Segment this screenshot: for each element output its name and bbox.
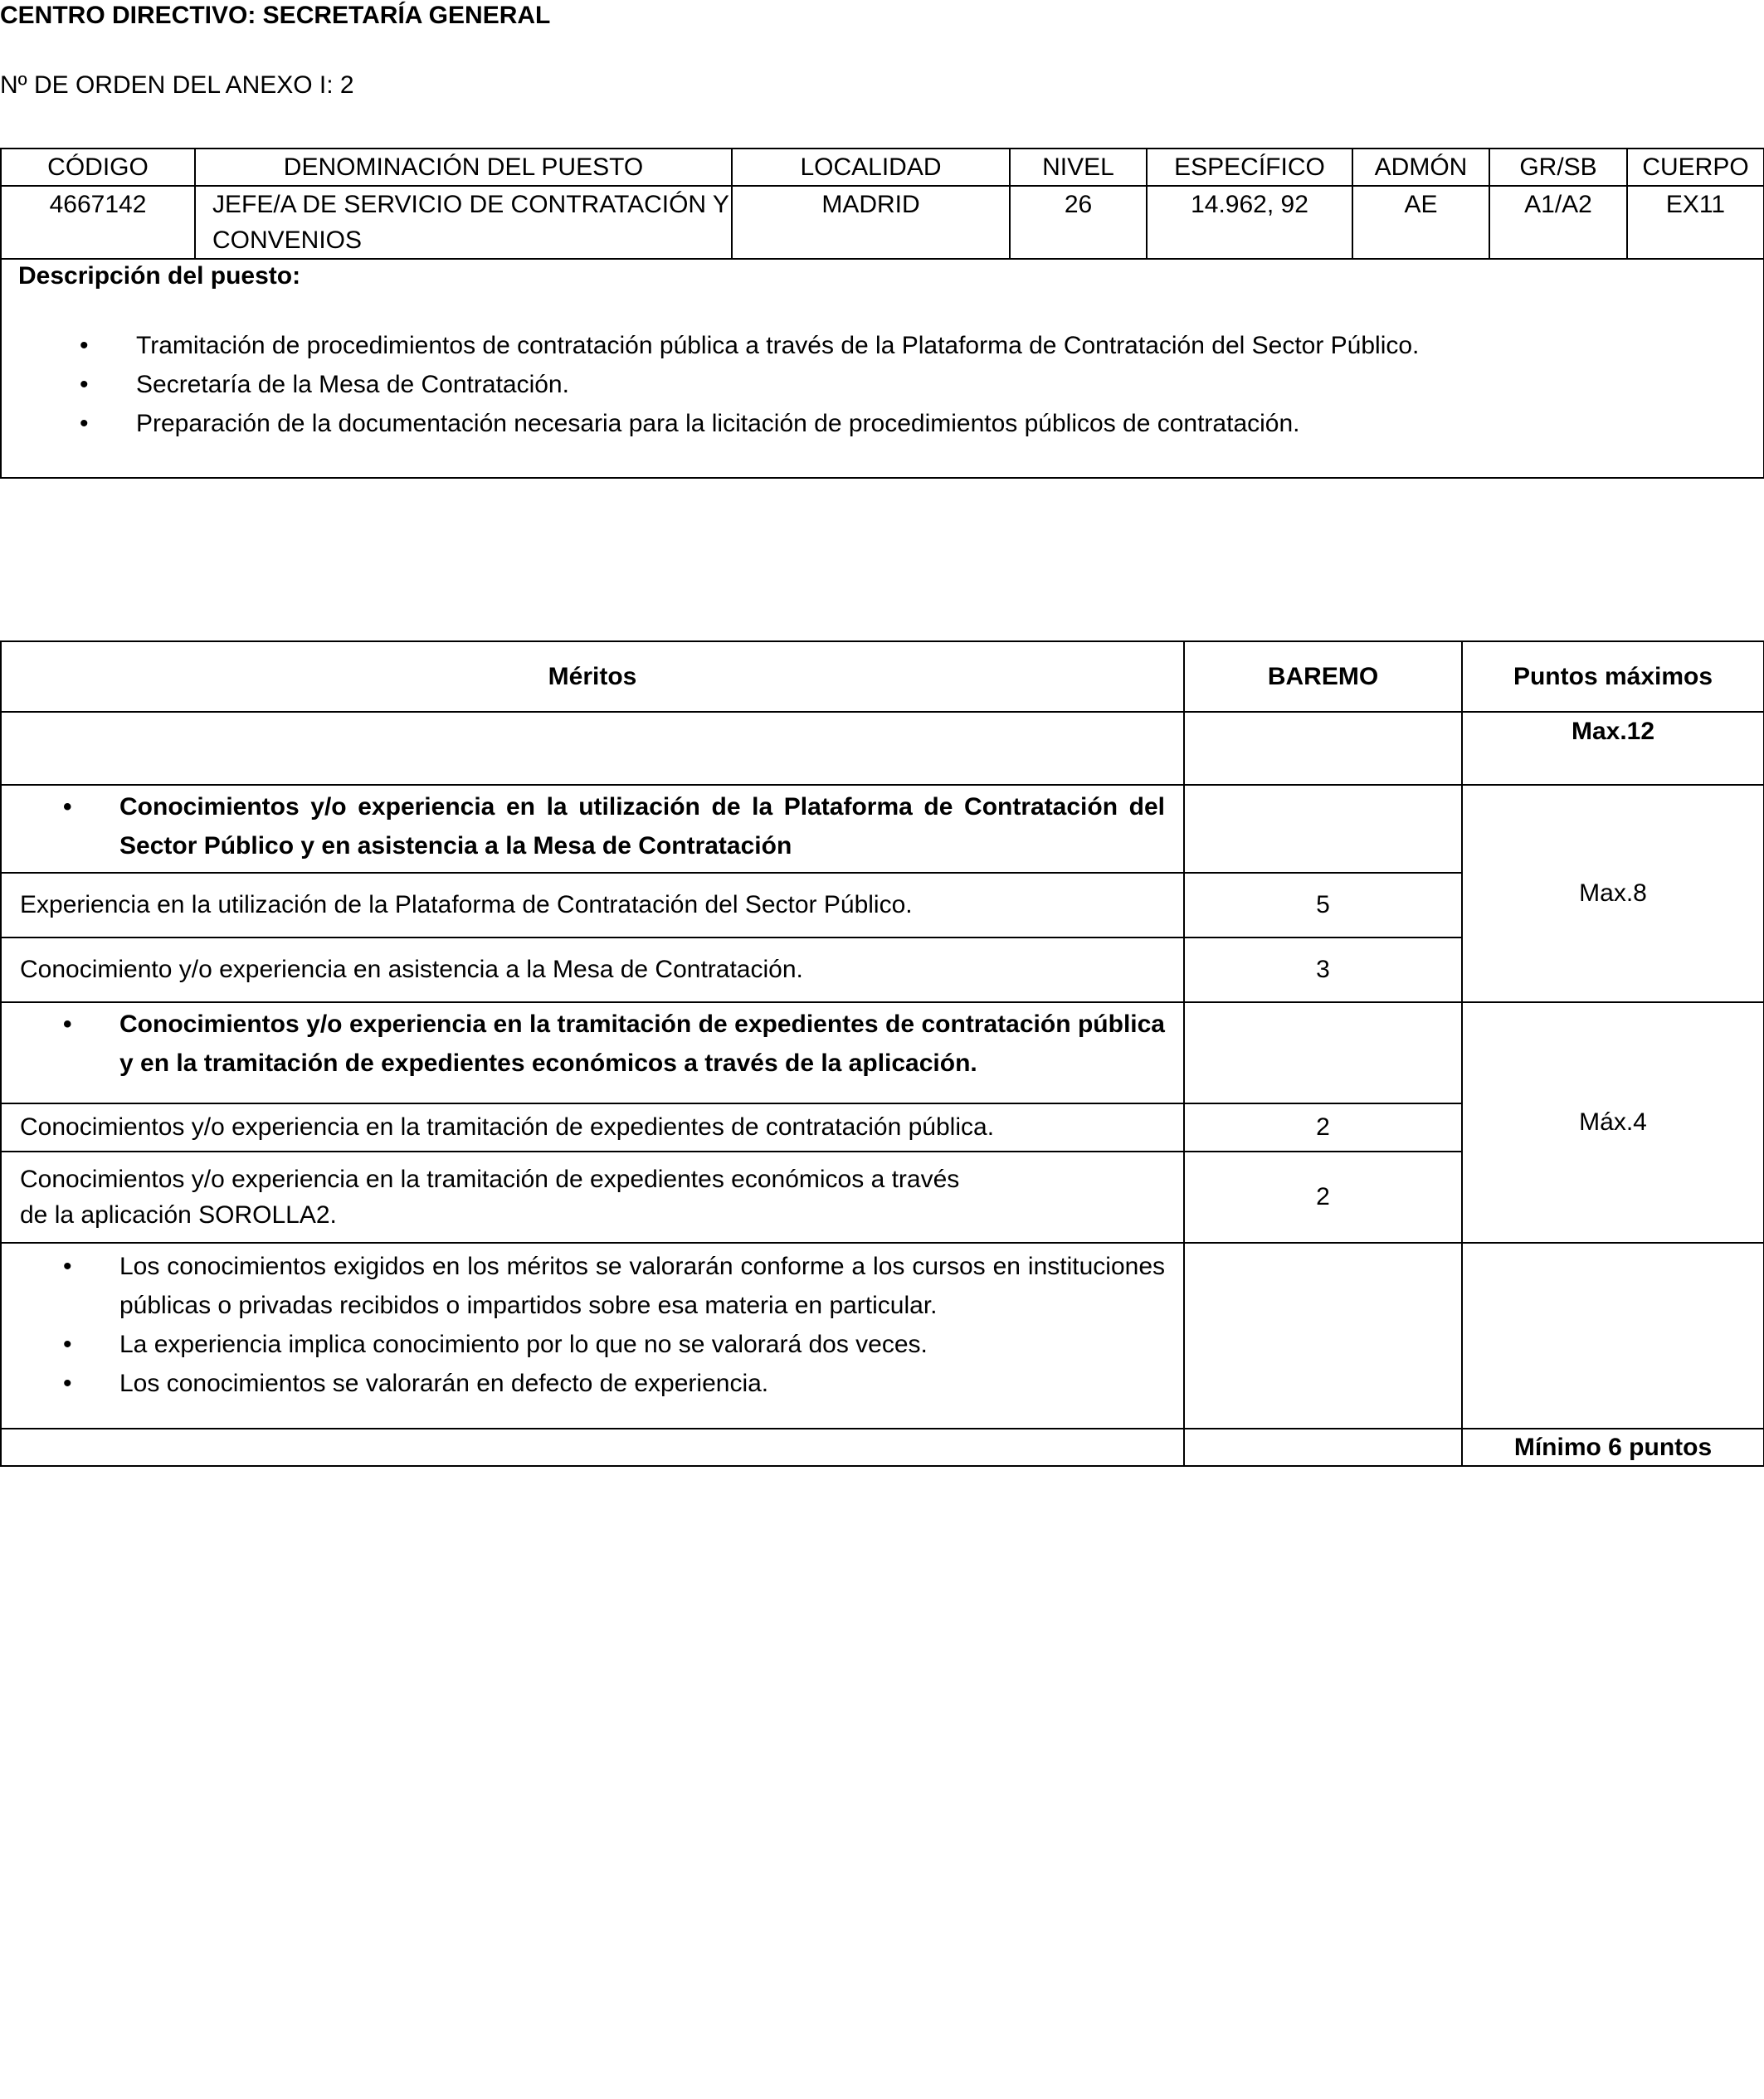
header-puntos-maximos: Puntos máximos (1462, 641, 1764, 712)
empty-cell (1184, 712, 1462, 785)
group1-item-text: Conocimiento y/o experiencia en asistencia a la Mesa de Contratación. (1, 937, 1184, 1002)
cell-grsb: A1/A2 (1489, 186, 1627, 259)
group2-title-cell (1, 1002, 1184, 1103)
empty-cell (1462, 1243, 1764, 1429)
descripcion-item: • Preparación de la documentación necesaria para la licitación de procedimientos públicos de contratación. (18, 404, 1763, 443)
cell-nivel: 26 (1010, 186, 1147, 259)
meritos-table (0, 640, 1764, 1467)
empty-cell (1184, 1002, 1462, 1103)
group2-item-text: Conocimientos y/o experiencia en la tramitación de expedientes de contratación pública. (1, 1103, 1184, 1152)
criterio-item: • La experiencia implica conocimiento por lo que no se valorará dos veces. (2, 1325, 1165, 1364)
header-meritos: Méritos (1, 641, 1184, 712)
header-cuerpo: CUERPO (1627, 149, 1764, 186)
group1-title-list (2, 787, 1165, 865)
group1-title-row (1, 785, 1764, 873)
group2-item-baremo: 2 (1184, 1103, 1462, 1152)
header-nivel: NIVEL (1010, 149, 1147, 186)
denominacion-line-1: JEFE/A DE SERVICIO DE CONTRATACIÓN Y (212, 191, 729, 218)
descripcion-item: • Tramitación de procedimientos de contratación pública a través de la Plataforma de Contratación del Sector Público. (18, 326, 1763, 365)
group1-item-baremo: 3 (1184, 937, 1462, 1002)
criterios-list (2, 1247, 1165, 1403)
criterio-item: • Los conocimientos se valorarán en defecto de experiencia. (2, 1364, 1165, 1403)
cell-denominacion (195, 186, 732, 259)
criterios-row (1, 1243, 1764, 1429)
minimo-row (1, 1429, 1764, 1466)
group1-item-text: Experiencia en la utilización de la Plataforma de Contratación del Sector Público. (1, 873, 1184, 937)
orden-anexo: Nº DE ORDEN DEL ANEXO I: 2 (0, 71, 354, 99)
criterio-item: • Los conocimientos exigidos en los méritos se valorarán conforme a los cursos en instituciones públicas o privadas recibidos o impartidos sobre esa materia en particular. (2, 1247, 1165, 1325)
group2-item-text: Conocimientos y/o experiencia en la tramitación de expedientes económicos a través de la aplicación SOROLLA2. (1, 1152, 1184, 1243)
cell-localidad: MADRID (732, 186, 1010, 259)
group2-item-baremo: 2 (1184, 1152, 1462, 1243)
group1-title-cell (1, 785, 1184, 873)
empty-cell (1184, 1243, 1462, 1429)
empty-cell (1, 1429, 1184, 1466)
denominacion-line-2: CONVENIOS (212, 226, 363, 254)
total-max: Max.12 (1462, 712, 1764, 785)
puesto-table (0, 148, 1764, 479)
total-max-row (1, 712, 1764, 785)
puesto-data-row (1, 186, 1764, 259)
empty-cell (1184, 785, 1462, 873)
descripcion-title: Descripción del puesto: (18, 262, 301, 290)
group2-title: • Conocimientos y/o experiencia en la tramitación de expedientes de contratación pública y en la tramitación de expedientes económicos a través de la aplicación. (2, 1005, 1165, 1083)
descripcion-cell (1, 259, 1764, 478)
header-codigo: CÓDIGO (1, 149, 195, 186)
puesto-header-row (1, 149, 1764, 186)
header-baremo: BAREMO (1184, 641, 1462, 712)
empty-cell (1184, 1429, 1462, 1466)
cell-especifico: 14.962, 92 (1147, 186, 1352, 259)
header-admon: ADMÓN (1352, 149, 1489, 186)
header-denominacion: DENOMINACIÓN DEL PUESTO (195, 149, 732, 186)
descripcion-row (1, 259, 1764, 478)
group1-max: Max.8 (1462, 785, 1764, 1002)
cell-admon: AE (1352, 186, 1489, 259)
criterios-cell (1, 1243, 1184, 1429)
group1-item-baremo: 5 (1184, 873, 1462, 937)
group1-title: • Conocimientos y/o experiencia en la utilización de la Plataforma de Contratación del Sector Público y en asistencia a la Mesa de Contratación (2, 787, 1165, 865)
centro-directivo-title: CENTRO DIRECTIVO: SECRETARÍA GENERAL (0, 2, 551, 29)
group2-max: Máx.4 (1462, 1002, 1764, 1243)
header-grsb: GR/SB (1489, 149, 1627, 186)
descripcion-list (18, 326, 1763, 443)
meritos-header-row (1, 641, 1764, 712)
header-especifico: ESPECÍFICO (1147, 149, 1352, 186)
cell-codigo: 4667142 (1, 186, 195, 259)
header-localidad: LOCALIDAD (732, 149, 1010, 186)
group2-title-list (2, 1005, 1165, 1083)
minimo-puntos: Mínimo 6 puntos (1462, 1429, 1764, 1466)
group2-title-row (1, 1002, 1764, 1103)
cell-cuerpo: EX11 (1627, 186, 1764, 259)
empty-cell (1, 712, 1184, 785)
descripcion-item: • Secretaría de la Mesa de Contratación. (18, 365, 1763, 404)
